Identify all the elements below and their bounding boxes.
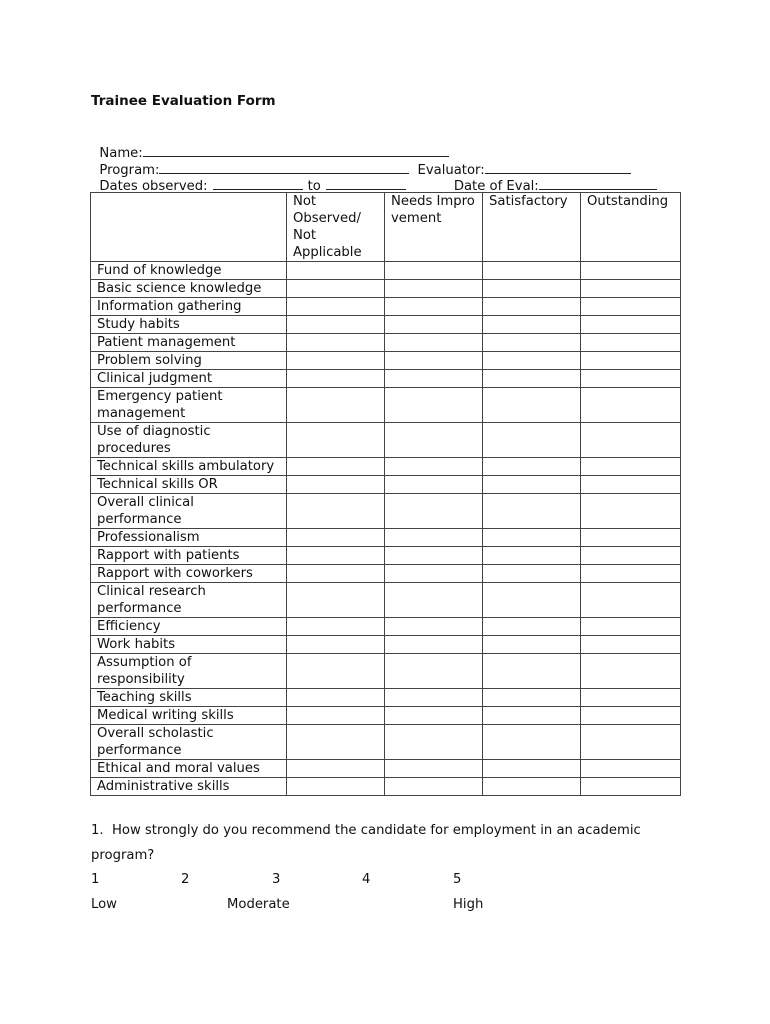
rating-cell-not-observed[interactable]: [287, 583, 385, 618]
scale-number-1[interactable]: 1: [91, 872, 100, 887]
criterion-label: Problem solving: [91, 352, 287, 370]
rating-cell-not-observed[interactable]: [287, 334, 385, 352]
dates-line: [91, 160, 657, 195]
table-row: [91, 316, 681, 334]
rating-cell-satisfactory[interactable]: [483, 298, 581, 316]
rating-cell-not-observed[interactable]: [287, 298, 385, 316]
rating-cell-needs-improvement[interactable]: [385, 262, 483, 280]
rating-cell-not-observed[interactable]: [287, 370, 385, 388]
rating-cell-outstanding[interactable]: [581, 689, 681, 707]
rating-cell-needs-improvement[interactable]: [385, 778, 483, 796]
table-row: [91, 280, 681, 298]
rating-cell-outstanding[interactable]: [581, 565, 681, 583]
rating-cell-satisfactory[interactable]: [483, 725, 581, 760]
date-of-eval-label: Date of Eval:: [453, 179, 539, 194]
scale-label-moderate: Moderate: [227, 897, 290, 912]
rating-cell-outstanding[interactable]: [581, 423, 681, 458]
rating-cell-outstanding[interactable]: [581, 547, 681, 565]
rating-cell-not-observed[interactable]: [287, 565, 385, 583]
criterion-label: Emergency patient management: [91, 388, 287, 423]
rating-cell-not-observed[interactable]: [287, 423, 385, 458]
rating-cell-needs-improvement[interactable]: [385, 654, 483, 689]
rating-cell-not-observed[interactable]: [287, 778, 385, 796]
rating-cell-satisfactory[interactable]: [483, 707, 581, 725]
rating-cell-not-observed[interactable]: [287, 316, 385, 334]
rating-cell-outstanding[interactable]: [581, 707, 681, 725]
rating-cell-outstanding[interactable]: [581, 778, 681, 796]
rating-cell-needs-improvement[interactable]: [385, 618, 483, 636]
rating-cell-outstanding[interactable]: [581, 583, 681, 618]
criterion-label: Clinical research performance: [91, 583, 287, 618]
rating-cell-needs-improvement[interactable]: [385, 298, 483, 316]
rating-cell-not-observed[interactable]: [287, 689, 385, 707]
program-label: Program:: [99, 163, 160, 178]
rating-cell-not-observed[interactable]: [287, 725, 385, 760]
rating-cell-not-observed[interactable]: [287, 529, 385, 547]
rating-cell-satisfactory[interactable]: [483, 316, 581, 334]
scale-number-3[interactable]: 3: [272, 872, 281, 887]
rating-cell-not-observed[interactable]: [287, 280, 385, 298]
rating-cell-needs-improvement[interactable]: [385, 529, 483, 547]
header-not-observed: Not Observed/ Not Applicable: [287, 193, 385, 262]
rating-cell-satisfactory[interactable]: [483, 458, 581, 476]
dates-to-field[interactable]: [326, 177, 406, 190]
criterion-label: Ethical and moral values: [91, 760, 287, 778]
criterion-label: Assumption of responsibility: [91, 654, 287, 689]
rating-cell-needs-improvement[interactable]: [385, 423, 483, 458]
rating-cell-outstanding[interactable]: [581, 262, 681, 280]
table-row: [91, 547, 681, 565]
criterion-label: Rapport with patients: [91, 547, 287, 565]
rating-cell-needs-improvement[interactable]: [385, 458, 483, 476]
rating-cell-satisfactory[interactable]: [483, 760, 581, 778]
rating-cell-not-observed[interactable]: [287, 636, 385, 654]
rating-cell-needs-improvement[interactable]: [385, 280, 483, 298]
criterion-label: Technical skills OR: [91, 476, 287, 494]
rating-cell-not-observed[interactable]: [287, 476, 385, 494]
dates-from-field[interactable]: [213, 177, 303, 190]
table-row: [91, 529, 681, 547]
header-outstanding: Outstanding: [581, 193, 681, 262]
evaluator-label: Evaluator:: [417, 163, 485, 178]
rating-cell-satisfactory[interactable]: [483, 529, 581, 547]
table-row: [91, 778, 681, 796]
table-header-row: [91, 193, 681, 262]
rating-cell-not-observed[interactable]: [287, 654, 385, 689]
table-row: [91, 476, 681, 494]
table-row: [91, 707, 681, 725]
rating-cell-not-observed[interactable]: [287, 388, 385, 423]
criterion-label: Administrative skills: [91, 778, 287, 796]
header-cell-criteria: [91, 193, 287, 262]
rating-cell-needs-improvement[interactable]: [385, 316, 483, 334]
rating-cell-outstanding[interactable]: [581, 654, 681, 689]
rating-cell-satisfactory[interactable]: [483, 636, 581, 654]
criterion-label: Basic science knowledge: [91, 280, 287, 298]
rating-cell-outstanding[interactable]: [581, 494, 681, 529]
rating-cell-satisfactory[interactable]: [483, 280, 581, 298]
rating-cell-satisfactory[interactable]: [483, 654, 581, 689]
rating-cell-needs-improvement[interactable]: [385, 334, 483, 352]
rating-cell-outstanding[interactable]: [581, 760, 681, 778]
to-label: to: [307, 179, 321, 194]
date-of-eval-field[interactable]: [539, 177, 657, 190]
criterion-label: Overall scholastic performance: [91, 725, 287, 760]
rating-cell-outstanding[interactable]: [581, 370, 681, 388]
table-row: [91, 725, 681, 760]
rating-cell-needs-improvement[interactable]: [385, 476, 483, 494]
header-needs-improvement: Needs Improvement: [385, 193, 483, 262]
criterion-label: Fund of knowledge: [91, 262, 287, 280]
criterion-label: Teaching skills: [91, 689, 287, 707]
table-row: [91, 370, 681, 388]
rating-cell-not-observed[interactable]: [287, 352, 385, 370]
rating-cell-satisfactory[interactable]: [483, 352, 581, 370]
criterion-label: Patient management: [91, 334, 287, 352]
table-row: [91, 494, 681, 529]
rating-cell-outstanding[interactable]: [581, 334, 681, 352]
table-row: [91, 583, 681, 618]
criterion-label: Work habits: [91, 636, 287, 654]
rating-cell-satisfactory[interactable]: [483, 547, 581, 565]
rating-cell-satisfactory[interactable]: [483, 689, 581, 707]
criterion-label: Professionalism: [91, 529, 287, 547]
rating-cell-satisfactory[interactable]: [483, 370, 581, 388]
question-1-line-1: 1. How strongly do you recommend the candidate for employment in an academic: [91, 823, 641, 838]
rating-cell-outstanding[interactable]: [581, 725, 681, 760]
scale-number-5[interactable]: 5: [453, 872, 462, 887]
table-row: [91, 298, 681, 316]
table-row: [91, 262, 681, 280]
criterion-label: Information gathering: [91, 298, 287, 316]
rating-cell-outstanding[interactable]: [581, 636, 681, 654]
rating-cell-not-observed[interactable]: [287, 458, 385, 476]
rating-cell-outstanding[interactable]: [581, 316, 681, 334]
dates-observed-label: Dates observed:: [99, 179, 208, 194]
rating-cell-needs-improvement[interactable]: [385, 689, 483, 707]
rating-cell-satisfactory[interactable]: [483, 618, 581, 636]
rating-cell-satisfactory[interactable]: [483, 423, 581, 458]
criterion-label: Medical writing skills: [91, 707, 287, 725]
rating-cell-needs-improvement[interactable]: [385, 583, 483, 618]
criterion-label: Study habits: [91, 316, 287, 334]
rating-cell-not-observed[interactable]: [287, 262, 385, 280]
table-row: [91, 760, 681, 778]
rating-cell-not-observed[interactable]: [287, 618, 385, 636]
rating-cell-needs-improvement[interactable]: [385, 370, 483, 388]
rating-cell-needs-improvement[interactable]: [385, 352, 483, 370]
rating-cell-outstanding[interactable]: [581, 388, 681, 423]
table-row: [91, 352, 681, 370]
rating-cell-satisfactory[interactable]: [483, 262, 581, 280]
form-title: Trainee Evaluation Form: [91, 93, 276, 109]
table-row: [91, 388, 681, 423]
table-row: [91, 423, 681, 458]
scale-label-high: High: [453, 897, 484, 912]
table-row: [91, 618, 681, 636]
rating-cell-outstanding[interactable]: [581, 298, 681, 316]
rating-cell-satisfactory[interactable]: [483, 778, 581, 796]
rating-cell-outstanding[interactable]: [581, 352, 681, 370]
scale-number-2[interactable]: 2: [181, 872, 190, 887]
criterion-label: Efficiency: [91, 618, 287, 636]
rating-cell-not-observed[interactable]: [287, 494, 385, 529]
rating-cell-not-observed[interactable]: [287, 547, 385, 565]
table-row: [91, 636, 681, 654]
criterion-label: Use of diagnostic procedures: [91, 423, 287, 458]
header-satisfactory: Satisfactory: [483, 193, 581, 262]
rating-cell-needs-improvement[interactable]: [385, 388, 483, 423]
rating-cell-needs-improvement[interactable]: [385, 760, 483, 778]
rating-cell-satisfactory[interactable]: [483, 494, 581, 529]
criterion-label: Technical skills ambulatory: [91, 458, 287, 476]
scale-number-4[interactable]: 4: [362, 872, 371, 887]
rating-cell-satisfactory[interactable]: [483, 334, 581, 352]
rating-cell-needs-improvement[interactable]: [385, 725, 483, 760]
rating-cell-satisfactory[interactable]: [483, 388, 581, 423]
rating-cell-needs-improvement[interactable]: [385, 565, 483, 583]
rating-cell-needs-improvement[interactable]: [385, 494, 483, 529]
rating-cell-satisfactory[interactable]: [483, 565, 581, 583]
rating-cell-not-observed[interactable]: [287, 760, 385, 778]
criterion-label: Clinical judgment: [91, 370, 287, 388]
rating-cell-needs-improvement[interactable]: [385, 636, 483, 654]
table-row: [91, 689, 681, 707]
rating-cell-outstanding[interactable]: [581, 618, 681, 636]
criterion-label: Overall clinical performance: [91, 494, 287, 529]
table-row: [91, 334, 681, 352]
rating-cell-outstanding[interactable]: [581, 280, 681, 298]
rating-cell-needs-improvement[interactable]: [385, 707, 483, 725]
scale-label-low: Low: [91, 897, 117, 912]
rating-cell-outstanding[interactable]: [581, 529, 681, 547]
table-row: [91, 458, 681, 476]
evaluation-table: [90, 192, 681, 796]
rating-cell-needs-improvement[interactable]: [385, 547, 483, 565]
table-row: [91, 654, 681, 689]
name-label: Name:: [99, 146, 143, 161]
rating-cell-satisfactory[interactable]: [483, 583, 581, 618]
question-1-line-2: program?: [91, 848, 155, 863]
criterion-label: Rapport with coworkers: [91, 565, 287, 583]
rating-cell-not-observed[interactable]: [287, 707, 385, 725]
rating-cell-outstanding[interactable]: [581, 458, 681, 476]
table-row: [91, 565, 681, 583]
rating-cell-satisfactory[interactable]: [483, 476, 581, 494]
rating-cell-outstanding[interactable]: [581, 476, 681, 494]
